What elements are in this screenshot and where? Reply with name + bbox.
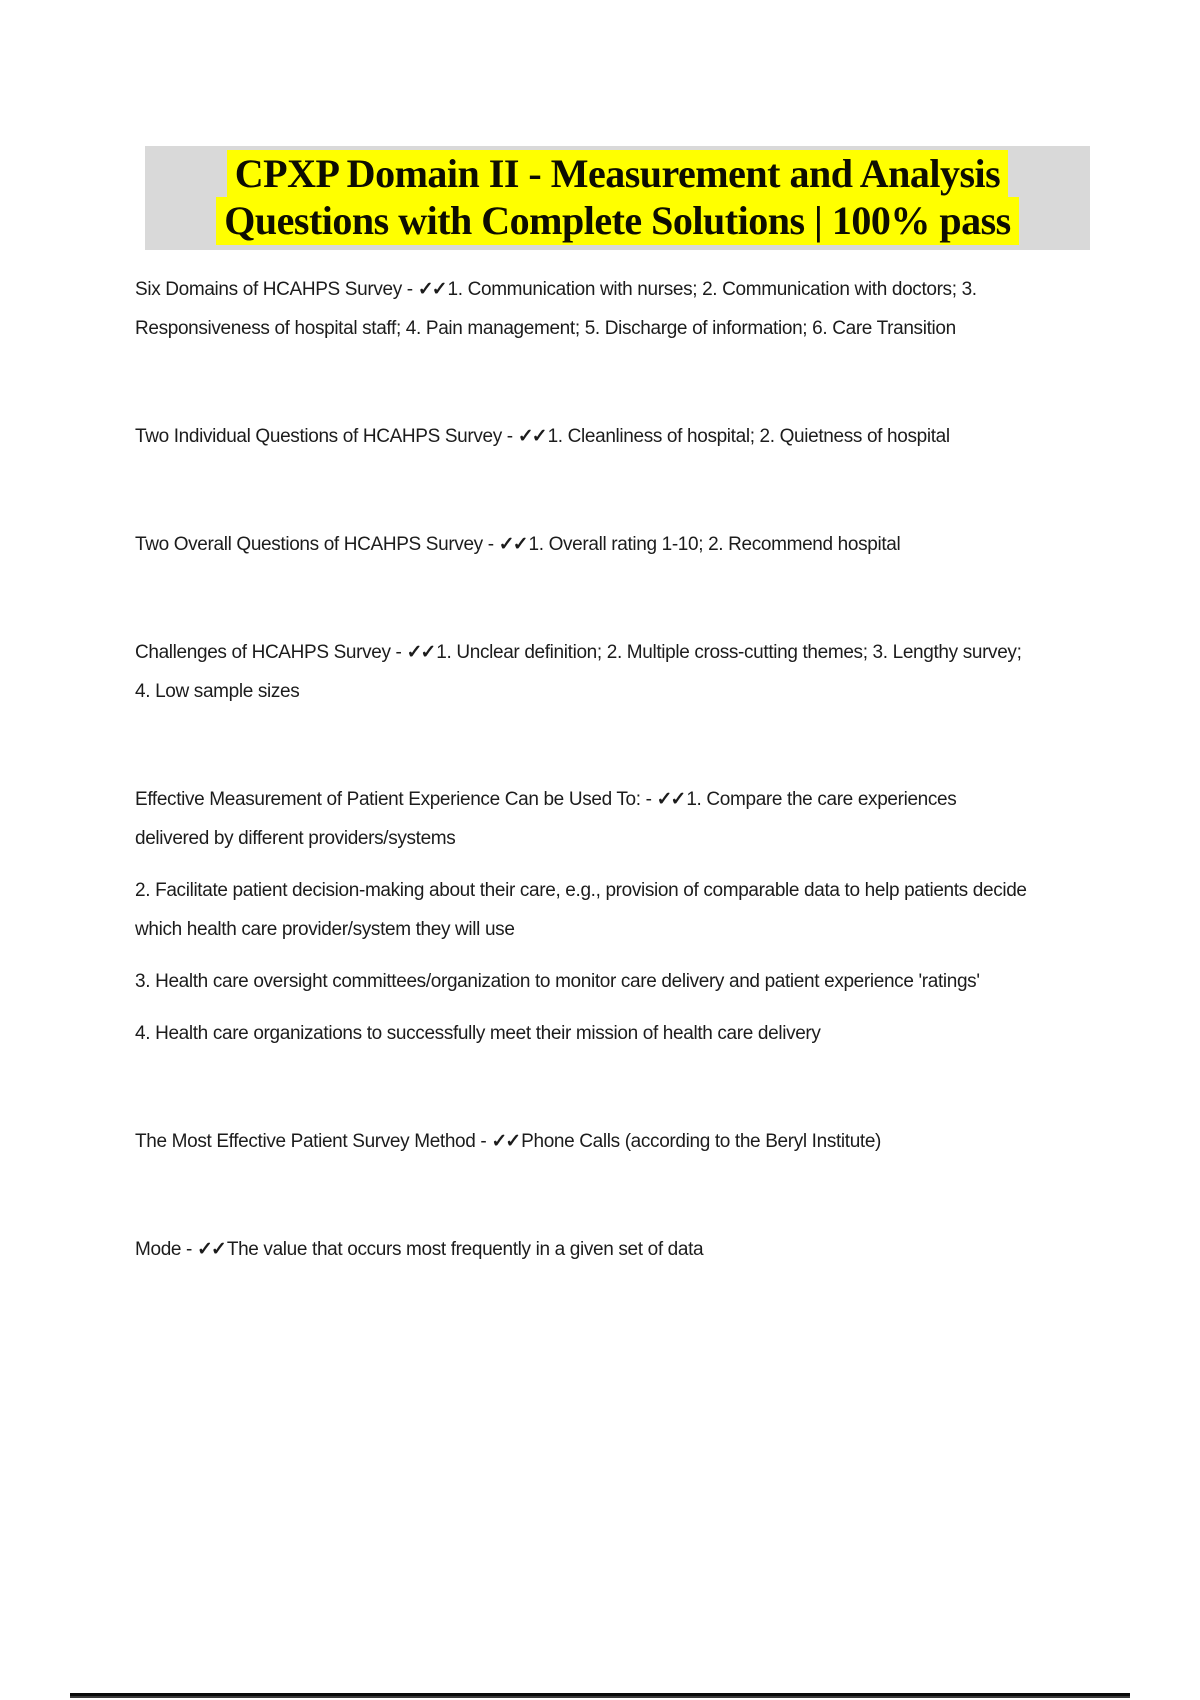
qa-answer: 1. Unclear definition; 2. Multiple cross-cutting themes; 3. Lengthy survey; 4. Low sample sizes — [135, 642, 1022, 702]
title-highlight: Questions with Complete Solutions | 100% pass — [216, 197, 1018, 245]
qa-item — [135, 417, 1030, 456]
checkmarks-icon: ✓✓ — [417, 279, 446, 300]
qa-paragraph — [135, 525, 1030, 564]
qa-extra-paragraph: 4. Health care organizations to successfully meet their mission of health care delivery — [135, 1023, 821, 1044]
checkmarks-icon: ✓✓ — [406, 642, 435, 663]
qa-question: Effective Measurement of Patient Experience Can be Used To: - — [135, 789, 657, 810]
qa-extra-paragraph: 3. Health care oversight committees/organization to monitor care delivery and patient experience 'ratings' — [135, 971, 980, 992]
qa-question: Challenges of HCAHPS Survey - — [135, 642, 407, 663]
qa-item — [135, 633, 1030, 711]
checkmarks-icon: ✓✓ — [498, 534, 527, 555]
qa-answer: 1. Compare the care experiences delivered by different providers/systems — [135, 789, 957, 849]
qa-item — [135, 1122, 1030, 1161]
qa-paragraph — [135, 270, 1030, 348]
title-block — [145, 146, 1090, 250]
qa-answer: The value that occurs most frequently in a given set of data — [226, 1239, 704, 1260]
qa-item — [135, 270, 1030, 348]
qa-answer: 1. Overall rating 1-10; 2. Recommend hospital — [528, 534, 901, 555]
qa-answer: 1. Communication with nurses; 2. Communication with doctors; 3. Responsiveness of hospital staff; 4. Pain management; 5. Discharge of information; 6. Care Transition — [135, 279, 977, 339]
qa-extra-paragraph: 2. Facilitate patient decision-making about their care, e.g., provision of comparable data to help patients decide which health care provider/system they will use — [135, 880, 1027, 940]
checkmarks-icon: ✓✓ — [656, 789, 685, 810]
qa-paragraph — [135, 1122, 1030, 1161]
checkmarks-icon: ✓✓ — [196, 1239, 225, 1260]
qa-paragraph — [135, 1230, 1030, 1269]
title-highlight: CPXP Domain II - Measurement and Analysis — [227, 150, 1008, 198]
page-bottom-divider — [70, 1693, 1130, 1698]
title-line-2 — [145, 197, 1090, 244]
qa-answer: 1. Cleanliness of hospital; 2. Quietness of hospital — [547, 426, 950, 447]
qa-paragraph — [135, 417, 1030, 456]
qa-paragraph — [135, 780, 1030, 858]
qa-question: Two Individual Questions of HCAHPS Survey - — [135, 426, 518, 447]
qa-item — [135, 780, 1030, 1053]
checkmarks-icon: ✓✓ — [517, 426, 546, 447]
checkmarks-icon: ✓✓ — [491, 1131, 520, 1152]
qa-question: Two Overall Questions of HCAHPS Survey - — [135, 534, 499, 555]
qa-question: The Most Effective Patient Survey Method - — [135, 1131, 492, 1152]
qa-paragraph — [135, 633, 1030, 711]
qa-question: Mode - — [135, 1239, 197, 1260]
qa-question: Six Domains of HCAHPS Survey - — [135, 279, 418, 300]
qa-item — [135, 525, 1030, 564]
qa-list — [135, 270, 1030, 1338]
qa-item — [135, 1230, 1030, 1269]
title-line-1 — [145, 150, 1090, 197]
qa-answer: Phone Calls (according to the Beryl Institute) — [521, 1131, 882, 1152]
